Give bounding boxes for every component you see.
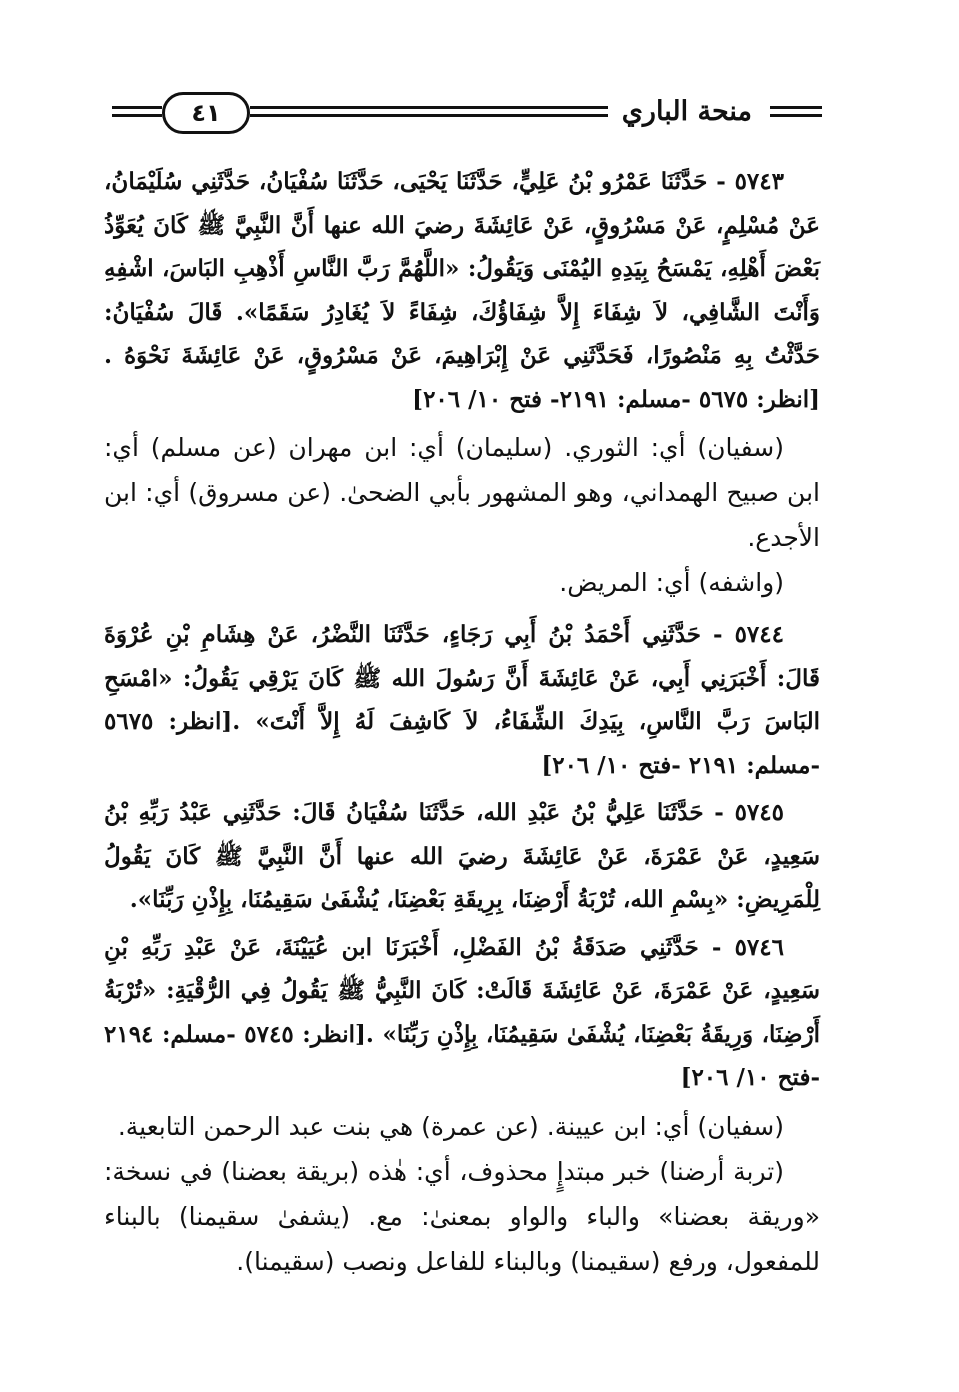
page-header [112, 88, 822, 146]
header-rule-center-bottom [250, 114, 608, 117]
commentary-5746: (سفيان) أي: ابن عيينة. (عن عمرة) هي بنت عبد الرحمن التابعية. [117, 1111, 784, 1141]
page-content [104, 160, 820, 1284]
hadith-5746: ٥٧٤٦ - حَدَّثَنِي صَدَقَةُ بْنُ الفَضْلِ، أَخْبَرَنَا ابن عُيَيْنَةَ، عَنْ عَبْدِ رَبِّهِ بْنِ سَعِيدٍ، عَنْ عَمْرَةَ، عَنْ عَائِشَةَ قَالَتْ: كَانَ النَّبِيُّ ﷺ يَقُولُ فِي الرُّقْيَةِ: «تُرْبَةُ أَرْضِنَا، وَرِيقَةُ بَعْضِنَا، يُشْفَىٰ سَقِيمُنَا، بِإِذْنِ رَبِّنَا» .[انظر: ٥٧٤٥ -مسلم: ٢١٩٤ -فتح ١٠/ ٢٠٦] [104, 933, 820, 1091]
book-title: منحة الباري [621, 96, 752, 127]
header-rule-left-bottom [112, 114, 162, 117]
hadith-5744: ٥٧٤٤ - حَدَّثَنِي أَحْمَدُ بْنُ أَبِي رَجَاءٍ، حَدَّثَنَا النَّضْرُ، عَنْ هِشَامِ بْنِ عُرْوَةَ قَالَ: أَخْبَرَنِي أَبِي، عَنْ عَائِشَةَ أَنَّ رَسُولَ الله ﷺ كَانَ يَرْقِي يَقُولُ: «امْسَحِ البَاسَ رَبَّ النَّاسِ، بِيَدِكَ الشِّفَاءُ، لاَ كَاشِفَ لَهُ إِلاَّ أَنْتَ» .[انظر: ٥٦٧٥ -مسلم: ٢١٩١ -فتح ١٠/ ٢٠٦] [104, 621, 820, 779]
commentary-turbat-ardina: (تربة أرضنا) خبر مبتدإٍ محذوف، أي: هٰذه (بريقة بعضنا) في نسخة: «وريقة بعضنا» والباء والواو بمعنىٰ: مع. (يشفىٰ سقيمنا) بالبناء للمفعول، ورفع (سقيمنا) وبالبناء للفاعل ونصب (سقيمنا). [104, 1156, 820, 1276]
hadith-5743: ٥٧٤٣ - حَدَّثَنَا عَمْرُو بْنُ عَلِيٍّ، حَدَّثَنَا يَحْيَى، حَدَّثَنَا سُفْيَانُ، حَدَّثَنِي سُلَيْمَانُ، عَنْ مُسْلِمٍ، عَنْ مَسْرُوقٍ، عَنْ عَائِشَةَ رضيَ الله عنها أَنَّ النَّبِيَّ ﷺ كَانَ يُعَوِّذُ بَعْضَ أَهْلِهِ، يَمْسَحُ بِيَدِهِ اليُمْنَى وَيَقُولُ: «اللَّهُمَّ رَبَّ النَّاسِ أَذْهِبِ البَاسَ، اشْفِهِ وَأَنْتَ الشَّافِي، لاَ شِفَاءَ إِلاَّ شِفَاؤُكَ، شِفَاءً لاَ يُغَادِرُ سَقَمًا». قَالَ سُفْيَانُ: حَدَّثْتُ بِهِ مَنْصُورًا، فَحَدَّثَنِي عَنْ إِبْرَاهِيمَ، عَنْ مَسْرُوقٍ، عَنْ عَائِشَةَ نَحْوَهُ .[انظر: ٥٦٧٥ -مسلم: ٢١٩١- فتح ١٠/ ٢٠٦] [104, 168, 820, 413]
commentary-5743-ishfihi: (واشفه) أي: المريض. [559, 568, 784, 597]
page-number: ٤١ [162, 92, 250, 134]
header-rule-left-top [112, 106, 162, 109]
header-rule-right-bottom [770, 114, 822, 117]
commentary-5743: (سفيان) أي: الثوري. (سليمان) أي: ابن مهران (عن مسلم) أي: ابن صبيح الهمداني، وهو المشهور بأبي الضحىٰ. (عن مسروق) أي: ابن الأجدع. [104, 433, 820, 552]
hadith-5745: ٥٧٤٥ - حَدَّثَنَا عَلِيُّ بْنُ عَبْدِ الله، حَدَّثَنَا سُفْيَانُ قَالَ: حَدَّثَنِي عَبْدُ رَبِّهِ بْنُ سَعِيدٍ، عَنْ عَمْرَةَ، عَنْ عَائِشَةَ رضيَ الله عنها أَنَّ النَّبِيَّ ﷺ كَانَ يَقُولُ لِلْمَرِيضِ: «بِسْمِ الله، تُرْبَةُ أَرْضِنَا، بِرِيقَةِ بَعْضِنَا، يُشْفَىٰ سَقِيمُنَا، بِإِذْنِ رَبِّنَا». [104, 799, 820, 913]
header-rule-right-top [770, 106, 822, 109]
header-rule-center-top [250, 106, 608, 109]
